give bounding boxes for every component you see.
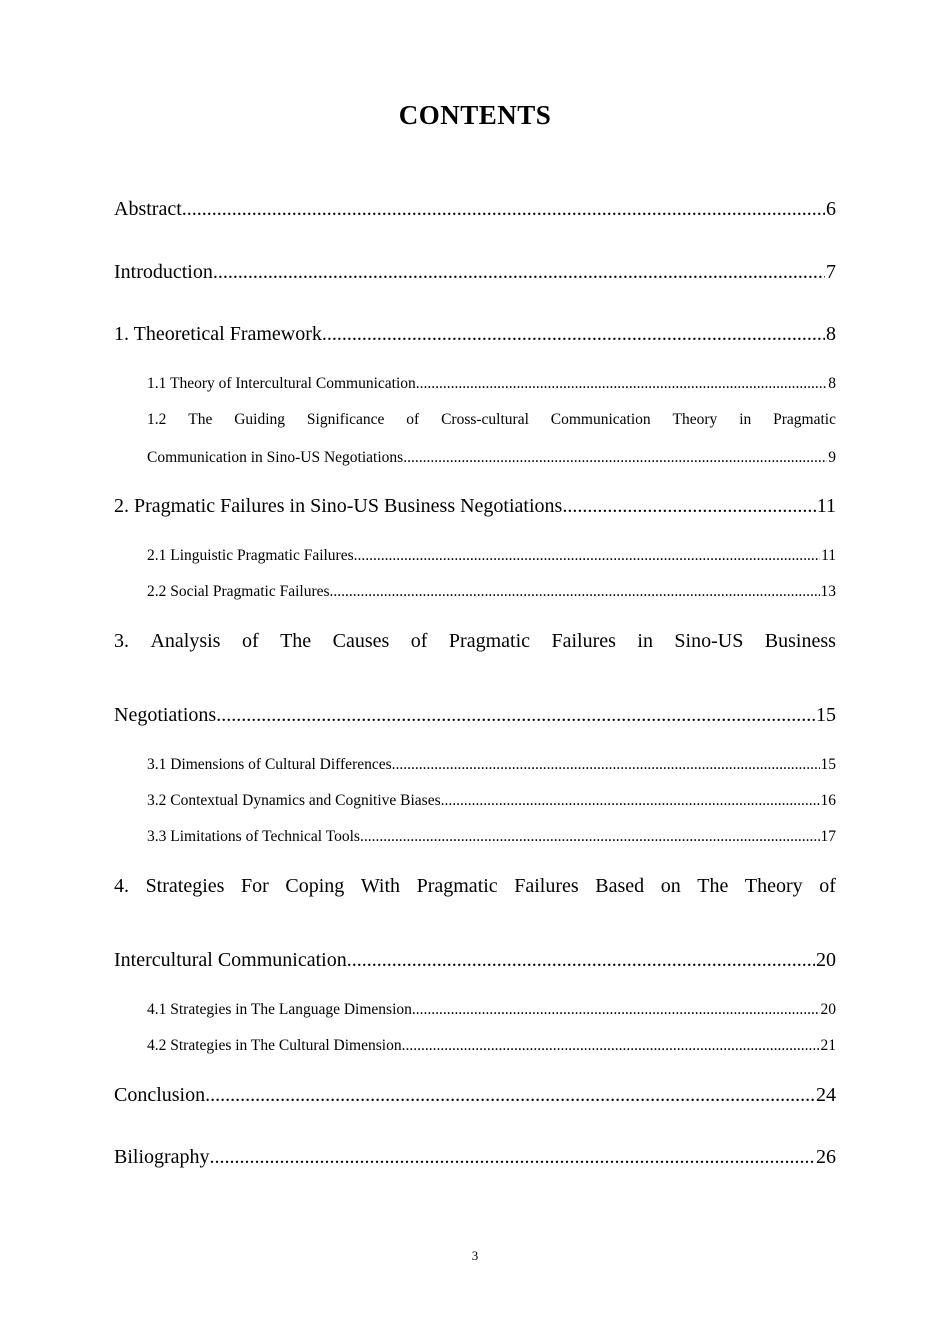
toc-label: Communication in Sino-US Negotiations	[147, 449, 404, 466]
toc-word: Pragmatic	[448, 630, 531, 652]
toc-page-number: 9	[828, 449, 836, 466]
toc-entry-bibliography[interactable]	[114, 1146, 836, 1169]
toc-entry-section-1-1[interactable]	[147, 375, 836, 393]
toc-word: With	[360, 875, 401, 897]
toc-word: Failures	[551, 630, 616, 652]
page-title: CONTENTS	[398, 100, 552, 130]
toc-label: Biliography	[114, 1146, 210, 1168]
toc-word: 3.	[114, 630, 129, 652]
toc-word: For	[241, 875, 269, 897]
toc-word: of	[819, 875, 836, 897]
toc-entry-section-2-1[interactable]	[147, 547, 836, 565]
dot-leader	[360, 828, 820, 846]
toc-entry-section-2[interactable]	[114, 495, 836, 518]
toc-entry-section-3-2[interactable]	[147, 792, 836, 810]
toc-entry-section-1-2-line2[interactable]	[147, 449, 836, 467]
dot-leader	[412, 1001, 820, 1019]
toc-page-number: 15	[816, 704, 836, 726]
page-number: 3	[471, 1248, 479, 1263]
toc-page-number: 24	[816, 1084, 836, 1106]
toc-entry-section-3-line1[interactable]	[114, 630, 836, 653]
toc-label: Introduction	[114, 261, 213, 283]
dot-leader	[213, 261, 825, 284]
dot-leader	[402, 1037, 820, 1055]
toc-word: Significance	[306, 411, 385, 428]
toc-page-number: 26	[816, 1146, 836, 1168]
toc-label: 2.2 Social Pragmatic Failures	[147, 583, 330, 600]
toc-label: 4.1 Strategies in The Language Dimension	[147, 1001, 412, 1018]
toc-word: on	[660, 875, 681, 897]
toc-word: in	[637, 630, 653, 652]
toc-entry-section-4-2[interactable]	[147, 1037, 836, 1055]
toc-word: Pragmatic	[416, 875, 498, 897]
toc-word: Analysis	[150, 630, 221, 652]
dot-leader	[416, 375, 828, 393]
toc-word: Based	[595, 875, 645, 897]
toc-label: 3.3 Limitations of Technical Tools	[147, 828, 360, 845]
toc-entry-section-3-1[interactable]	[147, 756, 836, 774]
toc-word: Theory	[672, 411, 718, 428]
toc-entry-section-1[interactable]	[114, 323, 836, 346]
toc-word: Cross-cultural	[441, 411, 529, 428]
toc-entry-section-4-line1[interactable]	[114, 875, 836, 898]
toc-word: Coping	[285, 875, 345, 897]
toc-word: The	[280, 630, 312, 652]
toc-entry-section-2-2[interactable]	[147, 583, 836, 601]
dot-leader	[322, 323, 825, 346]
toc-word: 1.2	[147, 411, 167, 428]
toc-label: Intercultural Communication	[114, 949, 347, 971]
toc-label: 4.2 Strategies in The Cultural Dimension	[147, 1037, 402, 1054]
toc-word: Theory	[744, 875, 803, 897]
toc-entry-section-3-3[interactable]	[147, 828, 836, 846]
toc-word: of	[241, 630, 259, 652]
toc-entry-section-3-line2[interactable]	[114, 704, 836, 727]
toc-entry-section-4-1[interactable]	[147, 1001, 836, 1019]
toc-word: of	[406, 411, 420, 428]
toc-page-number: 11	[816, 495, 836, 517]
dot-leader	[347, 949, 815, 972]
dot-leader	[210, 1146, 815, 1169]
toc-page-number: 17	[820, 828, 836, 845]
dot-leader	[182, 198, 825, 221]
toc-label: Conclusion	[114, 1084, 206, 1106]
toc-label: Abstract	[114, 198, 182, 220]
toc-label: Negotiations	[114, 704, 217, 726]
dot-leader	[392, 756, 820, 774]
toc-page-number: 16	[820, 792, 836, 809]
dot-leader	[205, 1084, 815, 1107]
toc-page-number: 20	[816, 949, 836, 971]
toc-page-number: 7	[826, 261, 836, 283]
toc-page-number: 8	[826, 323, 836, 345]
toc-label: 1. Theoretical Framework	[114, 323, 322, 345]
toc-word: Causes	[332, 630, 390, 652]
toc-word: 4.	[114, 875, 129, 897]
toc-page-number: 21	[820, 1037, 836, 1054]
toc-word: The	[188, 411, 213, 428]
toc-word: in	[739, 411, 752, 428]
toc-entry-section-1-2-line1[interactable]	[147, 411, 836, 429]
toc-word: The	[697, 875, 729, 897]
toc-word: Pragmatic	[773, 411, 836, 428]
toc-word: Sino-US	[674, 630, 744, 652]
dot-leader	[562, 495, 815, 518]
dot-leader	[403, 449, 827, 467]
toc-entry-section-4-line2[interactable]	[114, 949, 836, 972]
toc-page-number: 13	[820, 583, 836, 600]
dot-leader	[330, 583, 820, 601]
toc-word: of	[410, 630, 428, 652]
toc-label: 3.2 Contextual Dynamics and Cognitive Biases	[147, 792, 441, 809]
toc-page-number: 11	[821, 547, 836, 564]
toc-word: Business	[764, 630, 836, 652]
toc-page-number: 20	[820, 1001, 836, 1018]
toc-word: Strategies	[145, 875, 225, 897]
toc-page-number: 15	[820, 756, 836, 773]
toc-label: 2.1 Linguistic Pragmatic Failures	[147, 547, 354, 564]
toc-page-number: 8	[828, 375, 836, 392]
toc-label: 3.1 Dimensions of Cultural Differences	[147, 756, 392, 773]
dot-leader	[441, 792, 820, 810]
dot-leader	[354, 547, 820, 565]
toc-entry-conclusion[interactable]	[114, 1084, 836, 1107]
toc-label: 1.1 Theory of Intercultural Communication	[147, 375, 416, 392]
toc-word: Communication	[550, 411, 651, 428]
toc-label: 2. Pragmatic Failures in Sino-US Business Negotiations	[114, 495, 563, 517]
toc-entry-abstract[interactable]	[114, 198, 836, 221]
toc-word: Guiding	[234, 411, 286, 428]
toc-word: Failures	[514, 875, 579, 897]
toc-entry-introduction[interactable]	[114, 261, 836, 284]
dot-leader	[216, 704, 815, 727]
toc-page-number: 6	[826, 198, 836, 220]
